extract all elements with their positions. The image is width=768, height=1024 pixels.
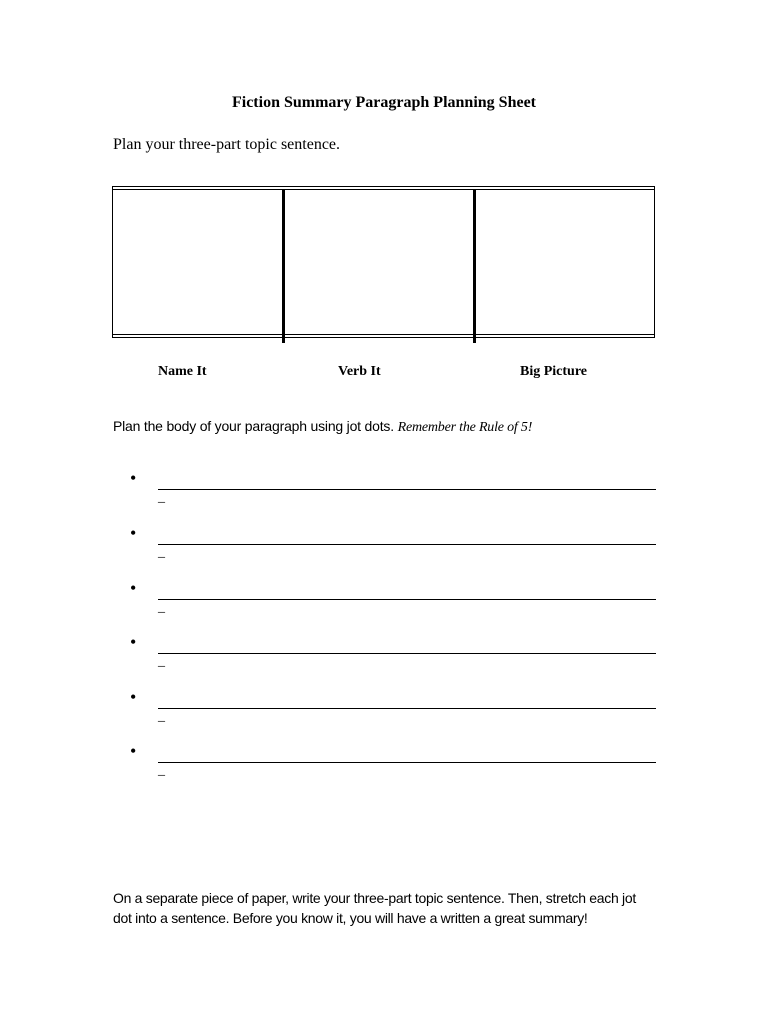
body-instructions [113,418,532,436]
writing-line[interactable] [158,708,656,709]
writing-line[interactable] [158,762,656,763]
name-it-label: Name It [158,364,207,379]
bullet-icon: • [130,468,137,488]
line-continuation: _ [158,654,165,669]
bullet-icon: • [130,632,137,652]
closing-instructions: On a separate piece of paper, write your three-part topic sentence. Then, stretch each jot dot into a sentence. Before you know it, you will have a written a great summary! [113,890,636,926]
line-continuation: _ [158,600,165,615]
line-continuation: _ [158,545,165,560]
jot-dot-item[interactable] [130,468,660,517]
big-picture-cell[interactable] [476,187,654,337]
jot-dot-item[interactable] [130,523,660,572]
bullet-icon: • [130,578,137,598]
writing-line[interactable] [158,599,656,600]
name-it-cell[interactable] [113,187,283,337]
big-picture-label: Big Picture [520,364,588,379]
writing-line[interactable] [158,653,656,654]
line-continuation: _ [158,490,165,505]
verb-it-label: Verb It [338,364,381,379]
rule-of-five-note: Remember the Rule of 5! [397,420,533,435]
verb-it-cell[interactable] [285,187,474,337]
jot-dot-item[interactable] [130,632,660,681]
bullet-icon: • [130,687,137,707]
jot-dot-item[interactable] [130,741,660,790]
jot-dot-item[interactable] [130,578,660,627]
page-title: Fiction Summary Paragraph Planning Sheet [231,94,536,111]
topic-sentence-planning-box [112,186,655,338]
writing-line[interactable] [158,544,656,545]
writing-line[interactable] [158,489,656,490]
bullet-icon: • [130,523,137,543]
line-continuation: _ [158,709,165,724]
jot-dot-item[interactable] [130,687,660,736]
bullet-icon: • [130,741,137,761]
instructions-text: Plan the body of your paragraph using jot dots. [113,418,398,434]
topic-sentence-prompt: Plan your three-part topic sentence. [113,136,341,153]
line-continuation: _ [158,763,165,778]
